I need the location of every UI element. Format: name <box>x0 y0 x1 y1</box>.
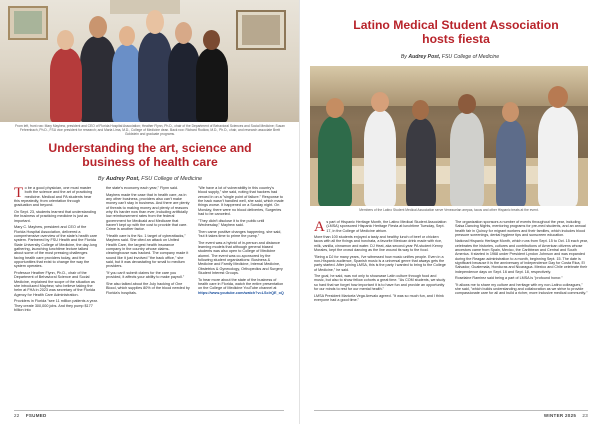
footer-right <box>544 413 588 418</box>
article-column-2 <box>106 186 190 405</box>
paragraph: As part of Hispanic Heritage Month, the Latino Medical Student Association (LMSA) sponsored Hispanic Heritage Fiesta at lunchtime Tuesday, Sept. 17, in the College of Medicine atrium. <box>314 220 447 235</box>
article-title: Latino Medical Student Association hosts fiesta <box>353 18 559 46</box>
magazine-name: FSUMED <box>25 413 47 418</box>
page-number: 22 <box>14 413 20 418</box>
paragraph: On Sept. 23, students learned that understanding the business of practicing medicine is just as important. <box>14 210 96 223</box>
issue-label: WINTER 2025 <box>543 413 577 418</box>
byline <box>0 176 300 182</box>
page-number: 23 <box>582 413 588 418</box>
paragraph: National Hispanic Heritage Month, which runs from Sept. 15 to Oct. 15 each year, celebrates the histories, cultures and contributions of American citizens whose ancestors came from Spain, Mexico, the Caribbean and Central and South America. It started in 1968 under President Lyndon Johnson and was expanded during the Reagan administration to a month, beginning Sept. 15. The date is significant because it is the anniversary of independence Day for Costa Rica, El Salvador, Guatemala, Honduras and Nicaragua. Mexico and Chile celebrate their independence days on Sept. 16 and Sept. 18, respectively. <box>455 239 588 274</box>
footer-rule <box>14 410 284 411</box>
article-column-3 <box>198 186 284 405</box>
article-title: Understanding the art, science and business of health care <box>48 141 252 169</box>
photo-caption: Members of the Latino Student Medical Association serve Venezuelan arepas, tacos and other Hispanic treats at the event. <box>359 208 539 212</box>
footer-left <box>14 413 47 418</box>
drop-cap: A <box>314 220 325 235</box>
byline-prefix: By <box>400 54 409 60</box>
paragraph: "We have a lot of vulnerability in this country's blood supply," she said, noting that hackers had zeroed in on a "single point of failure." Response to the hack wasn't handled well, she said, which made things worse. It happened on a Sunday night. On Monday, there were no blood deliveries, Surgeries had to be canceled. <box>198 186 284 217</box>
byline-author: Audrey Post, <box>105 176 140 182</box>
byline <box>300 54 600 60</box>
byline-org: FSU College of Medicine <box>440 54 500 60</box>
paragraph: Mayhew made the case that in health care, as in any other business, providers also can't make money can't stay in business. And there are plenty of threats to making money and plenty of reasons why it's harder now than ever, including artificially low reimbursement rates from the federal government for Medicaid and Medicare that haven't kept up with the cost to provide that care. Crime is another factor. <box>106 192 190 232</box>
youtube-link[interactable]: https://www.youtube.com/watch?v=LSclrQE_oQ <box>198 290 284 295</box>
group-photo <box>0 0 300 122</box>
paragraph: "If you can't submit claims for the care you provided, it affects your ability to make payroll." <box>106 271 185 280</box>
paragraph: Providers in Florida "see 11 million patients a year. They create 300,000 jobs. And they pump $177 billion into <box>14 299 98 313</box>
footer-rule <box>314 410 588 411</box>
byline-author: Audrey Post, <box>408 54 441 60</box>
photo-caption: From left, front row: Mary Mayhew, president and CEO of Florida Hospital Association; Heather Flynn, Ph.D., chair of the Department of Behavioral Sciences and Social Medicine; Susan Fehrenbach, Ph.D., FSU vice president for research; and Maria Lima, M.D., College of Medicine dean. Back row: Richard Rudlow, M.D., Ph.D., chair, and research associate Brett Goldstein and graduate programs. <box>15 124 285 137</box>
paragraph: Then came positive changes happening, she said, "but it takes time to prime the pump." <box>198 229 282 239</box>
paragraph: LMSA President Maricela Vega Arevalo agreed. "It was so much fun, and I think everyone had a good time." <box>314 293 444 302</box>
drop-cap: T <box>14 186 24 201</box>
paragraph: Professor Heather Flynn, Ph.D., chair of the Department of Behavioral Science and Social Medicine, explained the scope of the situation as she introduced Mayhew, who believe taking the helm at FHA in 2023 was secretary of the Florida Agency for Health Care Administration. <box>14 271 96 297</box>
paragraph: The organization sponsors a number of events throughout the year, including Salsa Dancing Nights, mentoring programs for pre-med students, and an annual health fair in Quincy for migrant workers and their families, which includes blood pressure screenings, dental hygiene tips and sunscreen education. <box>455 220 586 237</box>
paragraph: "Health care is the No. 1 target of cyberattacks," Mayhew said. She cited an attack on United Health Care, the largest health insurance company in the country whose claims-clearinghouse was hacked. The company made it sound like it just involved "the back office," she said, but it was devastating for small to medium providers. <box>106 234 189 269</box>
paragraph: the state's economy each year," Flynn said. <box>106 186 179 190</box>
paragraph: To be a good physician, one must master both the science and the art of practicing medicine. Medical and PA students hear this repeatedly, from orientation through graduation and beyond. <box>14 186 93 208</box>
paragraph: The goal, he said, was not only to showcase Latin culture through food and music, but also to show fellow cohorts a great time. "As COM students, we study so hard that we forget how important it is to have fun and provide an opportunity for our minds to rest for our mental health." <box>314 274 446 292</box>
fiesta-photo <box>310 66 588 206</box>
paragraph: She also talked about the July hacking of One Blood, which supplies 80% of the blood needed by Florida's hospitals. <box>106 282 190 295</box>
paragraph: The event was a hybrid of in-person and distance learning models that although general biased students was also open to College of Medicine alumni. The event was co-sponsored by the following student organizations: Business & Medicine and Family Medicine, Internal Medicine, Obstetrics & Gynecology, Orthopedics and Surgery Student Interest Groups. <box>198 240 283 276</box>
paragraph: Roselaine Ramirez said being a part of LMSA is "profound honor." <box>455 276 563 281</box>
paragraph: "Being a DJ for many years, I've witnessed how music unifies people. Even in a non-Hispanic audience, Spanish music is a universal genre that always gets the party started. After joining LMSA, this is the party I wanted to bring to the College of Medicine," he said. <box>314 254 446 272</box>
byline-prefix: By <box>97 176 106 182</box>
article-column-2 <box>455 220 588 404</box>
paragraph: More than 100 students enjoyed a tasty and healthy lunch of beef or chicken tacos with all the fixings and horchata, a favorite Mexican drink made with rice, milk, vanilla, cinnamon and water. DJ Heat, aka second-year PA student Kenny Morales, kept the crowd dancing as the line wound its way to the food. <box>314 235 443 253</box>
paragraph: To hear more about the state of the business of health care in Florida, watch the entire presentation on the College of Medicine YouTube channel at https://www.youtube.com/watch?v=LSclrQE_oQ <box>198 277 284 295</box>
right-page <box>300 0 600 424</box>
paragraph: Mary C. Mayhew, president and CEO of the Florida Hospital Association, delivered a comprehensive overview of the state's health care system. Partnered by FSU Health and the Florida State University College of Medicine, the day-long gathering, launching lunchtime lecture talked about some of the most pressing challenges facing health care providers today, and the opportunities that exist to change the way the system operates. <box>14 225 98 269</box>
article-column-1 <box>314 220 447 404</box>
article-column-1 <box>14 186 98 405</box>
paragraph: "It allows me to share my culture and heritage with my non-Latino colleagues," she said, "which builds understanding and collaboration as we strive to provide compassionate care for all and build a richer, more inclusive medical community." <box>455 282 588 296</box>
byline-org: FSU College of Medicine <box>139 176 203 182</box>
paragraph: "They didn't disclose it to the public until Wednesday," Mayhew said. <box>198 218 265 228</box>
